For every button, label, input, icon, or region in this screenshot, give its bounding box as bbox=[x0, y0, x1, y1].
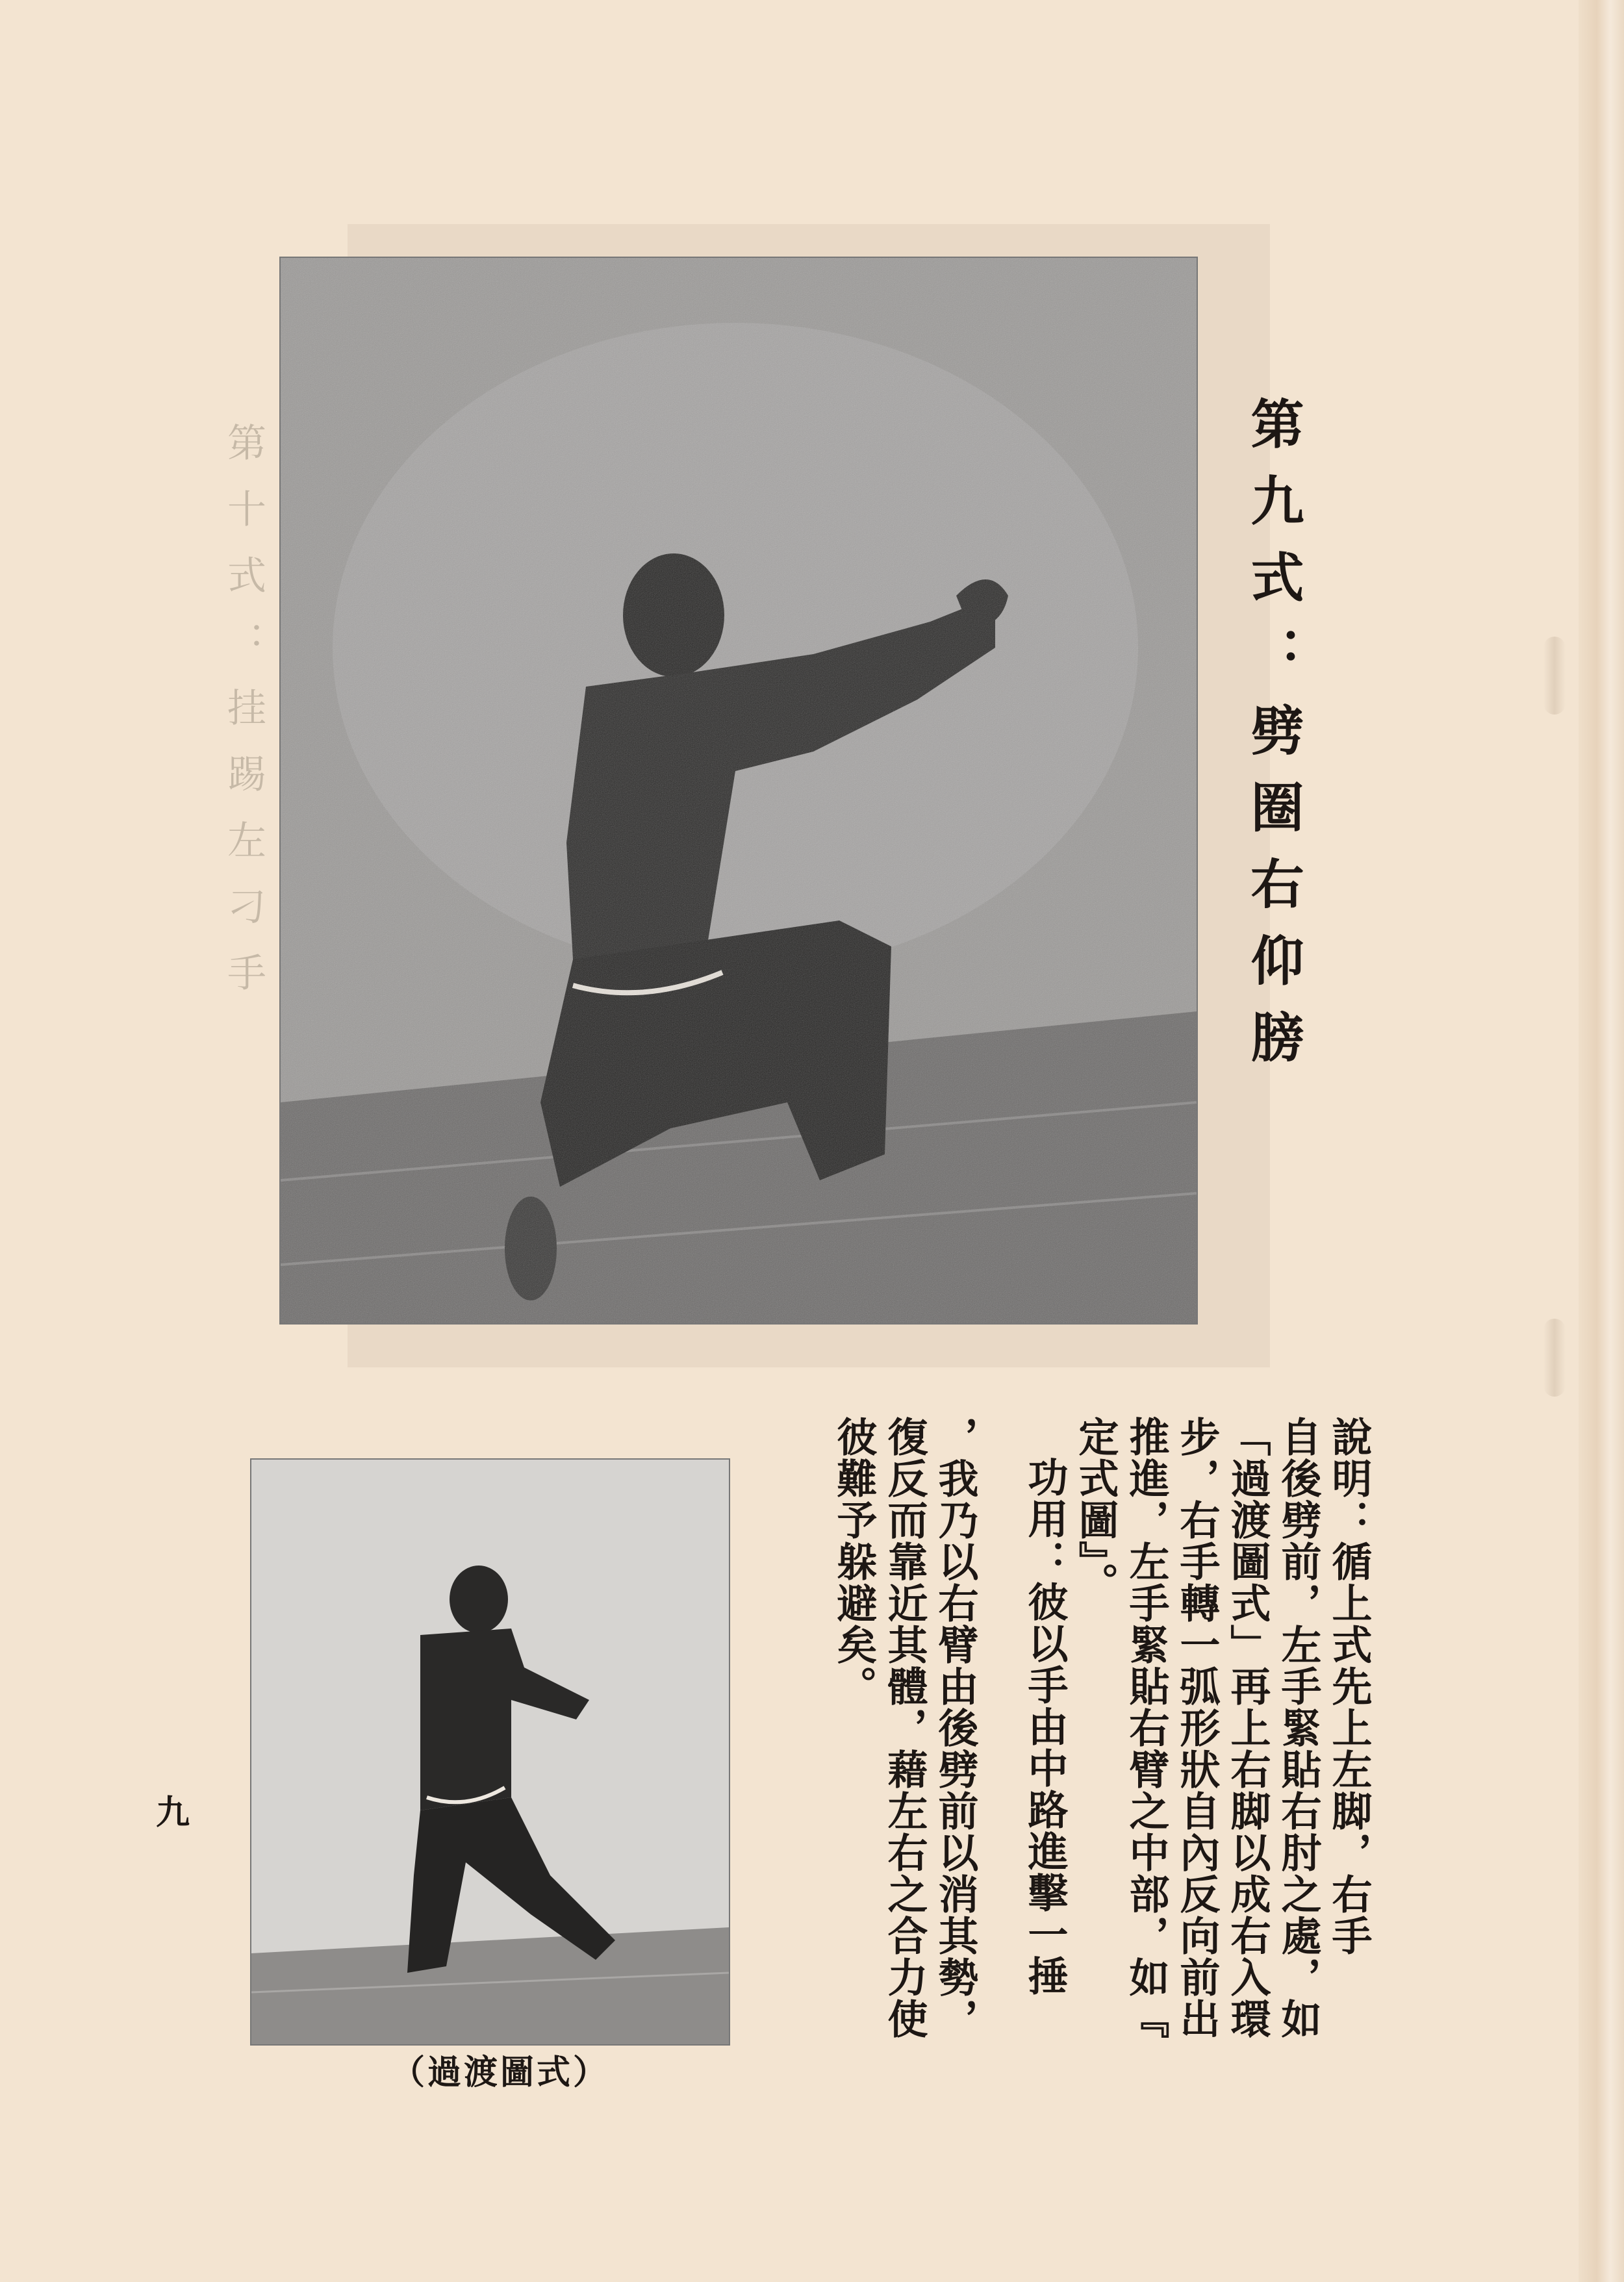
title-text: 第九式：劈圈右仰膀 bbox=[1242, 396, 1304, 1086]
function-line: 彼難予躲避矣。 bbox=[830, 1416, 878, 1707]
description-line: 推進，左手緊貼右臂之中部，如『 bbox=[1123, 1416, 1170, 2040]
description-line: 定式圖』。 bbox=[1072, 1416, 1119, 1604]
posture-title bbox=[1237, 396, 1309, 1111]
page-number: 九 bbox=[156, 1793, 190, 1832]
paper-crease bbox=[1543, 637, 1566, 715]
page-edge bbox=[1579, 0, 1624, 2282]
description-line: 說明：循上式先上左脚，右手 bbox=[1325, 1416, 1373, 1957]
ghost-heading: 第十式：挂踢左刁手 bbox=[221, 422, 266, 1019]
function-line: 功用：彼以手由中路進擊一捶 bbox=[1021, 1456, 1069, 1997]
function-line: ，我乃以右臂由後劈前以消其勢， bbox=[932, 1416, 979, 2040]
photo-caption: （過渡圖式） bbox=[390, 2053, 609, 2092]
paper-crease bbox=[1543, 1319, 1566, 1397]
description-line: 「過渡圖式」再上右脚以成右入環 bbox=[1224, 1416, 1271, 2040]
body-text bbox=[575, 1416, 1374, 2170]
description-line: 自後劈前，左手緊貼右肘之處，如 bbox=[1275, 1416, 1322, 2040]
main-photo bbox=[279, 257, 1198, 1325]
description-line: 步，右手轉一弧形狀自內反向前出 bbox=[1173, 1416, 1221, 2040]
function-line: 復反而靠近其體，藉左右之合力使 bbox=[881, 1416, 928, 2040]
